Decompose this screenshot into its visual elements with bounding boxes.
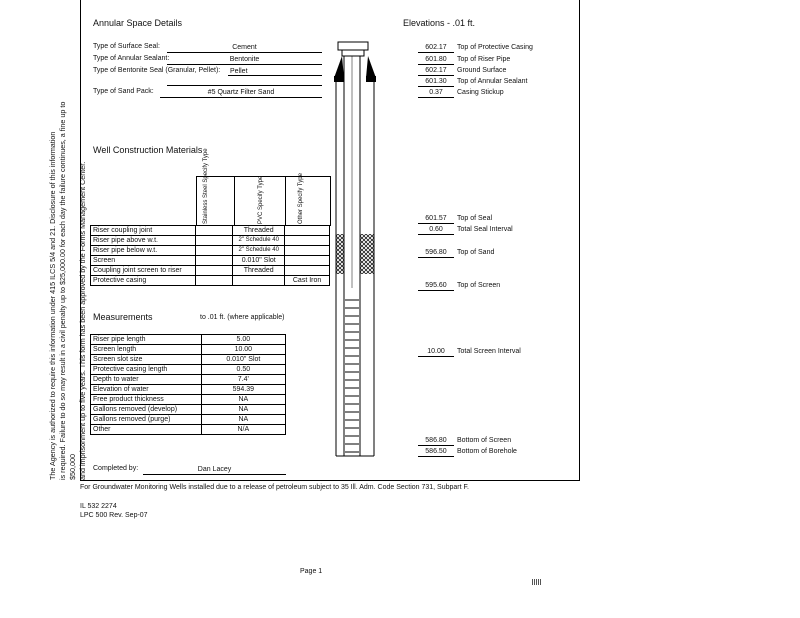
scan-mark <box>532 579 542 585</box>
measurement-row <box>91 365 286 375</box>
measurement-label: Screen length <box>91 345 202 355</box>
elev-value-bottom-of-screen[interactable]: 586.80 <box>418 436 454 446</box>
measurement-value[interactable]: 7.4' <box>201 375 285 385</box>
elev-value-ground-surface[interactable]: 602.17 <box>418 66 454 76</box>
materials-row <box>91 246 330 256</box>
legal-notice-line: is required. Failure to do so may result in a civil penalty up to $25,000.00 for each day the failure continues, a fine up to $50,000 <box>58 101 77 480</box>
elev-value-seal-interval[interactable]: 0.60 <box>418 225 454 235</box>
measurement-label: Elevation of water <box>91 385 202 395</box>
measurement-label: Gallons removed (purge) <box>91 415 202 425</box>
materials-ss[interactable] <box>195 276 232 286</box>
measurement-value[interactable]: NA <box>201 415 285 425</box>
materials-ss[interactable] <box>195 246 232 256</box>
elev-label-riser-pipe: Top of Riser Pipe <box>457 56 511 63</box>
measurement-label: Riser pipe length <box>91 335 202 345</box>
materials-other[interactable] <box>285 226 330 236</box>
elev-label-bottom-of-screen: Bottom of Screen <box>457 437 512 444</box>
materials-label: Riser pipe above w.t. <box>91 236 196 246</box>
materials-row <box>91 266 330 276</box>
materials-ss[interactable] <box>195 266 232 276</box>
measurement-label: Depth to water <box>91 375 202 385</box>
annular-label-sand-pack: Type of Sand Pack: <box>93 88 154 95</box>
measurement-value[interactable]: 0.010" Slot <box>201 355 285 365</box>
measurements-title: Measurements <box>93 312 153 322</box>
elev-value-casing-stickup[interactable]: 0.37 <box>418 88 454 98</box>
measurement-value[interactable]: 10.00 <box>201 345 285 355</box>
seal-left-block <box>334 76 344 82</box>
materials-other[interactable] <box>285 256 330 266</box>
materials-title: Well Construction Materials <box>93 145 203 155</box>
materials-other[interactable] <box>285 266 330 276</box>
measurement-label: Protective casing length <box>91 365 202 375</box>
elev-value-screen-interval[interactable]: 10.00 <box>418 347 454 357</box>
materials-label: Screen <box>91 256 196 266</box>
annular-title: Annular Space Details <box>93 18 183 28</box>
measurement-value[interactable]: 0.50 <box>201 365 285 375</box>
seal-right-block <box>366 76 376 82</box>
elev-label-top-of-seal: Top of Seal <box>457 215 493 222</box>
materials-row <box>91 256 330 266</box>
materials-other[interactable] <box>285 246 330 256</box>
measurement-row <box>91 425 286 435</box>
legal-notice-line: The Agency is authorized to require this information under 415 ILCS 5/4 and 21. Disclosure of this information <box>48 131 57 480</box>
sand-pack-right <box>360 234 374 274</box>
elevations-title: Elevations - .01 ft. <box>403 18 476 28</box>
materials-row <box>91 236 330 246</box>
materials-other[interactable] <box>285 236 330 246</box>
measurement-label: Gallons removed (develop) <box>91 405 202 415</box>
materials-col-pvc: PVC Specify Type <box>258 175 264 224</box>
materials-ss[interactable] <box>195 226 232 236</box>
completed-by-field[interactable]: Dan Lacey <box>143 465 286 475</box>
elev-value-riser-pipe[interactable]: 601.80 <box>418 55 454 65</box>
measurement-label: Free product thickness <box>91 395 202 405</box>
elev-value-top-of-seal[interactable]: 601.57 <box>418 214 454 224</box>
materials-pvc[interactable] <box>233 276 285 286</box>
materials-ss[interactable] <box>195 256 232 266</box>
materials-row <box>91 276 330 286</box>
elev-label-top-of-sand: Top of Sand <box>457 249 495 256</box>
casing-collar <box>342 50 364 56</box>
measurement-row <box>91 415 286 425</box>
elev-value-top-of-screen[interactable]: 595.60 <box>418 281 454 291</box>
elev-value-bottom-of-borehole[interactable]: 586.50 <box>418 447 454 457</box>
legal-notice-line: and imprisonment up to five years. This form has been approved by the Forms Management Center. <box>78 161 87 480</box>
annular-value-surface-seal[interactable]: Cement <box>167 43 322 53</box>
measurement-row <box>91 355 286 365</box>
materials-row <box>91 226 330 236</box>
materials-pvc[interactable]: 2" Schedule 40 <box>233 236 285 246</box>
measurements-subtitle: to .01 ft. (where applicable) <box>200 314 285 321</box>
measurement-label: Screen slot size <box>91 355 202 365</box>
measurement-value[interactable]: NA <box>201 405 285 415</box>
well-diagram <box>330 38 380 463</box>
materials-col-ss: Stainless Steel Specify Type <box>203 148 209 224</box>
measurement-value[interactable]: 5.00 <box>201 335 285 345</box>
elev-label-seal-interval: Total Seal Interval <box>457 226 513 233</box>
footnote: For Groundwater Monitoring Wells installed due to a release of petroleum subject to 35 Ill. Adm. Code Section 731, Subpart F. <box>80 484 469 491</box>
materials-pvc[interactable]: 2" Schedule 40 <box>233 246 285 256</box>
measurement-row <box>91 395 286 405</box>
elev-label-annular-sealant: Top of Annular Sealant <box>457 78 528 85</box>
measurement-row <box>91 345 286 355</box>
materials-pvc[interactable]: 0.010" Slot <box>233 256 285 266</box>
measurement-value[interactable]: NA <box>201 395 285 405</box>
seal-left-wedge <box>334 56 344 78</box>
materials-label: Riser coupling joint <box>91 226 196 236</box>
elev-value-annular-sealant[interactable]: 601.30 <box>418 77 454 87</box>
annular-blank-line <box>167 79 322 86</box>
elev-label-ground-surface: Ground Surface <box>457 67 507 74</box>
measurement-row <box>91 385 286 395</box>
casing-cap <box>338 42 368 50</box>
elev-label-bottom-of-borehole: Bottom of Borehole <box>457 448 517 455</box>
measurement-label: Other <box>91 425 202 435</box>
elev-label-casing-stickup: Casing Stickup <box>457 89 504 96</box>
screen-slots <box>345 300 359 452</box>
annular-label-bentonite-seal: Type of Bentonite Seal (Granular, Pellet): <box>93 67 221 74</box>
annular-label-sealant: Type of Annular Sealant: <box>93 55 170 62</box>
measurement-value[interactable]: N/A <box>201 425 285 435</box>
annular-label-surface-seal: Type of Surface Seal: <box>93 43 160 50</box>
materials-pvc[interactable]: Threaded <box>233 266 285 276</box>
elev-value-top-of-sand[interactable]: 596.80 <box>418 248 454 258</box>
elev-label-top-of-screen: Top of Screen <box>457 282 501 289</box>
materials-ss[interactable] <box>195 236 232 246</box>
materials-label: Riser pipe below w.t. <box>91 246 196 256</box>
measurement-row <box>91 375 286 385</box>
materials-label: Coupling joint screen to riser <box>91 266 196 276</box>
sand-pack-left <box>336 234 344 274</box>
measurement-value[interactable]: 594.39 <box>201 385 285 395</box>
materials-other[interactable]: Cast Iron <box>285 276 330 286</box>
measurement-row <box>91 335 286 345</box>
materials-pvc[interactable]: Threaded <box>233 226 285 236</box>
completed-by-label: Completed by: <box>93 465 139 472</box>
elev-label-screen-interval: Total Screen Interval <box>457 348 521 355</box>
annular-value-sand-pack[interactable]: #5 Quartz Filter Sand <box>160 88 322 98</box>
annular-value-sealant[interactable]: Bentonite <box>167 55 322 65</box>
measurement-row <box>91 405 286 415</box>
materials-label: Protective casing <box>91 276 196 286</box>
page-number: Page 1 <box>300 568 323 575</box>
seal-right-wedge <box>366 56 376 78</box>
measurements-table <box>90 334 286 435</box>
materials-table <box>90 225 330 286</box>
form-code: LPC 500 Rev. Sep-07 <box>80 512 148 519</box>
materials-col-other: Other Specify Type <box>298 173 304 224</box>
annular-value-bentonite-seal[interactable]: Pellet <box>228 67 322 76</box>
elev-value-protective-casing[interactable]: 602.17 <box>418 43 454 53</box>
elev-label-protective-casing: Top of Protective Casing <box>457 44 533 51</box>
form-code: IL 532 2274 <box>80 503 117 510</box>
